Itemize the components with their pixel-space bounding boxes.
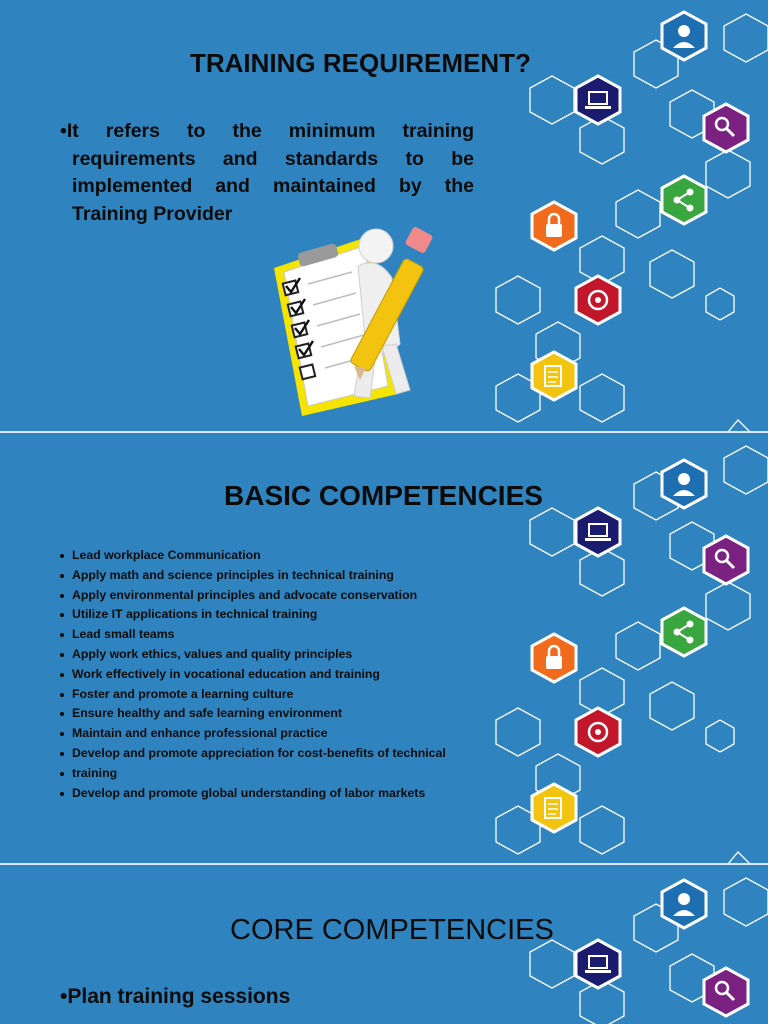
disc-icon [576, 276, 620, 324]
list-item: Apply work ethics, values and quality principles [58, 645, 446, 665]
laptop-icon [576, 508, 620, 556]
list-item: Lead workplace Communication [58, 546, 446, 566]
search-icon [704, 968, 748, 1016]
slide-core-competencies [0, 864, 768, 1024]
hexagon-decoration [470, 432, 768, 864]
lock-icon [532, 202, 576, 250]
hexagon-decoration [470, 864, 768, 1024]
list-item: Utilize IT applications in technical training [58, 605, 446, 625]
document-icon [532, 784, 576, 832]
share-icon [662, 608, 706, 656]
list-item: Apply environmental principles and advocate conservation [58, 586, 446, 606]
slide-title: TRAINING REQUIREMENT? [190, 48, 531, 78]
document-icon [532, 352, 576, 400]
laptop-icon [576, 940, 620, 988]
clipboard-figure-illustration [258, 226, 448, 418]
list-item: Apply math and science principles in technical training [58, 566, 446, 586]
laptop-icon [576, 76, 620, 124]
list-item: Ensure healthy and safe learning environment [58, 704, 446, 724]
list-item: Maintain and enhance professional practice [58, 724, 446, 744]
list-item: Work effectively in vocational education and training [58, 665, 446, 685]
basic-competencies-list [58, 546, 446, 803]
lock-icon [532, 634, 576, 682]
hexagon-decoration [470, 0, 768, 432]
slide-training-requirement [0, 0, 768, 432]
user-icon [662, 12, 706, 60]
user-icon [662, 880, 706, 928]
user-icon [662, 460, 706, 508]
disc-icon [576, 708, 620, 756]
core-item: •Plan training sessions [60, 985, 291, 1008]
intro-text: •It refers to the minimum training requirements and standards to be implemented and maintained by the Training Provider [60, 120, 474, 225]
list-item: Lead small teams [58, 625, 446, 645]
slide-title: BASIC COMPETENCIES [224, 480, 543, 511]
list-item: Foster and promote a learning culture [58, 685, 446, 705]
list-item: training [58, 764, 446, 784]
slide-title: CORE COMPETENCIES [230, 914, 554, 946]
search-icon [704, 104, 748, 152]
slide-basic-competencies [0, 432, 768, 864]
share-icon [662, 176, 706, 224]
list-item: Develop and promote appreciation for cost-benefits of technical [58, 744, 446, 764]
search-icon [704, 536, 748, 584]
list-item: Develop and promote global understanding of labor markets [58, 784, 446, 804]
